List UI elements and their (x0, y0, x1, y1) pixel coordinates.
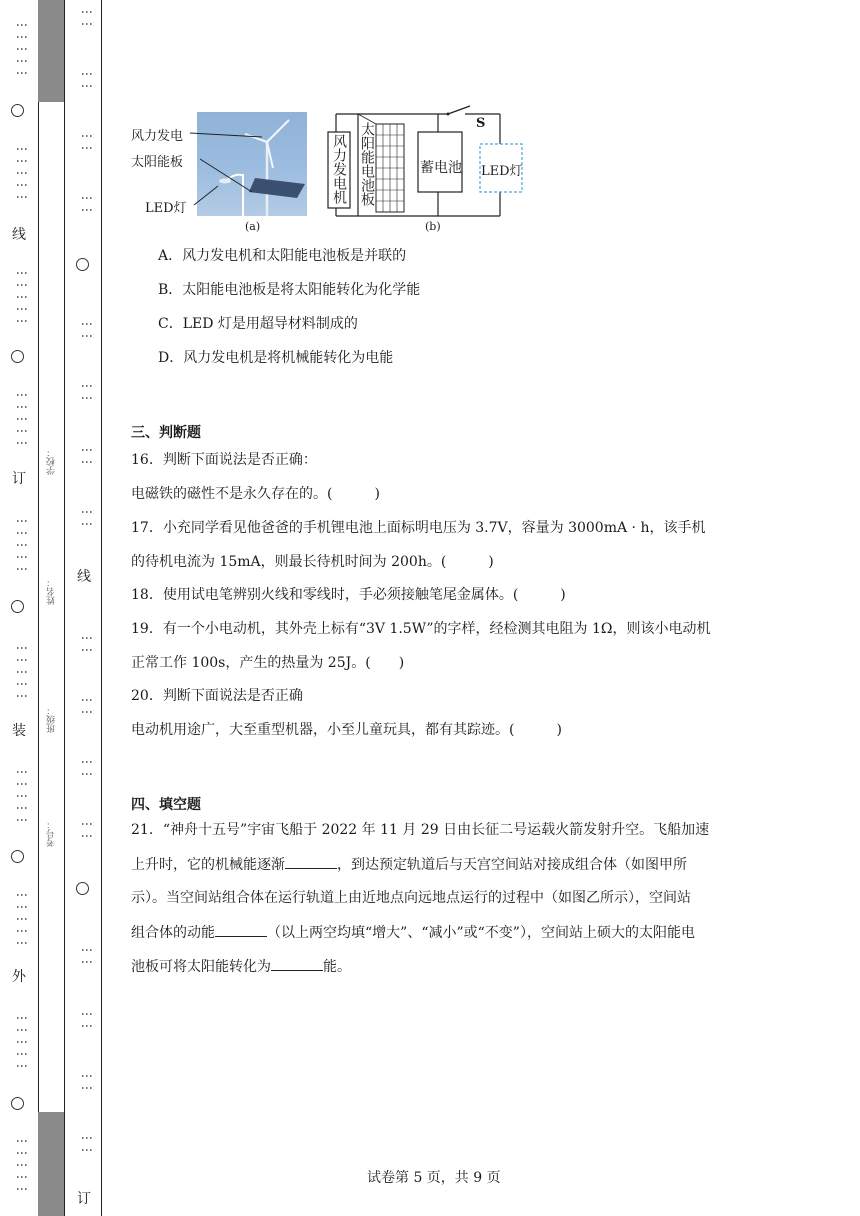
margin-char-xian: 线 (12, 227, 26, 243)
dotted-line: ⋮⋮ (80, 6, 94, 30)
dotted-line: ⋮⋮ (80, 1008, 94, 1032)
q21-line1: 21．“神舟十五号”宇宙飞船于 2022 年 11 月 29 日由长征二号运载火箭发射升空。飞船加速 (131, 822, 710, 838)
dotted-line: ⋮⋮⋮⋮⋮ (15, 766, 29, 826)
photo-label-wind: 风力发电 (131, 129, 184, 144)
caption-a: (a) (245, 220, 261, 233)
dotted-line: ⋮⋮ (80, 444, 94, 468)
margin-char-ding: 订 (12, 471, 26, 487)
inner-char-xian: 线 (77, 569, 91, 585)
page-footer: 试卷第 5 页，共 9 页 (367, 1170, 501, 1186)
q21-text: 能。 (323, 959, 351, 975)
answer-blank-1[interactable] (285, 854, 337, 869)
option-letter: D． (158, 350, 184, 366)
dotted-line: ⋮⋮ (80, 694, 94, 718)
margin-inner-border (64, 0, 65, 1216)
photo-label-led: LED灯 (145, 201, 187, 216)
inner-margin-column (76, 0, 92, 1216)
q21-text: 组合体的动能 (131, 925, 215, 941)
label-name: 姓名： (47, 578, 57, 605)
option-text: 风力发电机是将机械能转化为电能 (183, 350, 394, 366)
option-letter: B． (158, 282, 183, 298)
photo-leader-lines (190, 120, 280, 215)
option-c (158, 314, 358, 334)
q21-line5 (131, 956, 351, 977)
circuit-battery-label: 蓄电池 (420, 160, 462, 176)
option-d (158, 348, 393, 368)
section-4-title: 四、填空题 (131, 797, 201, 813)
dotted-line: ⋮⋮⋮⋮⋮ (15, 1012, 29, 1072)
dotted-line: ⋮⋮⋮⋮⋮ (15, 19, 29, 79)
q20-line2: 电动机用途广，大至重型机器，小至儿童玩具，都有其踪迹。( ) (131, 722, 562, 738)
circuit-led-label: LED灯 (481, 164, 523, 179)
margin-gray-bar-bottom (38, 1112, 64, 1216)
inner-char-ding: 订 (77, 1191, 91, 1207)
label-exam-no: 考号： (47, 820, 57, 847)
q18-line1: 18．使用试电笔辨别火线和零线时，手必须接触笔尾金属体。( ) (131, 587, 566, 603)
margin-border-left (38, 0, 39, 1216)
option-text: 太阳能电池板是将太阳能转化为化学能 (182, 282, 421, 298)
dotted-line: ⋮⋮ (80, 380, 94, 404)
binding-circle (11, 850, 24, 863)
q21-text: 上升时，它的机械能逐渐 (131, 857, 285, 873)
dotted-line: ⋮⋮⋮⋮⋮ (15, 1135, 29, 1195)
dotted-line: ⋮⋮ (80, 192, 94, 216)
q16-line2: 电磁铁的磁性不是永久存在的。( ) (131, 486, 380, 502)
option-text: 风力发电机和太阳能电池板是并联的 (182, 248, 407, 264)
dotted-line: ⋮⋮ (80, 130, 94, 154)
margin-char-zhuang: 装 (12, 723, 26, 739)
option-letter: A． (158, 248, 183, 264)
q19-line2: 正常工作 100s，产生的热量为 25J。( ) (131, 655, 405, 671)
answer-blank-2[interactable] (215, 922, 267, 937)
dotted-line: ⋮⋮ (80, 632, 94, 656)
dotted-line: ⋮⋮⋮⋮⋮ (15, 267, 29, 327)
margin-char-wai: 外 (12, 969, 26, 985)
q20-line1: 20．判断下面说法是否正确 (131, 688, 303, 704)
answer-blank-3[interactable] (271, 956, 323, 971)
circuit-solar-label: 太阳能电池板 (359, 122, 375, 206)
circuit-switch-label: S (476, 116, 486, 131)
option-b (158, 280, 420, 300)
dotted-line: ⋮⋮ (80, 1132, 94, 1156)
binding-circle (11, 1097, 24, 1110)
option-letter: C． (158, 316, 183, 332)
outer-margin-column (11, 0, 27, 1216)
q21-line2 (131, 854, 687, 875)
dotted-line: ⋮⋮ (80, 1070, 94, 1094)
option-a (158, 246, 406, 266)
dotted-line: ⋮⋮⋮⋮⋮ (15, 143, 29, 203)
photo-label-solar: 太阳能板 (131, 155, 184, 170)
dotted-line: ⋮⋮ (80, 68, 94, 92)
binding-circle (76, 258, 89, 271)
dotted-line: ⋮⋮⋮⋮⋮ (15, 389, 29, 449)
dotted-line: ⋮⋮ (80, 818, 94, 842)
q19-line1: 19．有一个小电动机，其外壳上标有“3V 1.5W”的字样，经检测其电阻为 1Ω，则该小电动机 (131, 621, 711, 637)
dotted-line: ⋮⋮ (80, 756, 94, 780)
q21-text: ，到达预定轨道后与天宫空间站对接成组合体（如图甲所 (337, 857, 687, 873)
q16-line1: 16．判断下面说法是否正确： (131, 452, 317, 468)
dotted-line: ⋮⋮⋮⋮⋮ (15, 515, 29, 575)
q21-line4 (131, 922, 695, 943)
binding-circle (76, 882, 89, 895)
q21-text: （以上两空均填“增大”、“减小”或“不变”），空间站上硕大的太阳能电 (267, 925, 695, 941)
q17-line1: 17．小充同学看见他爸爸的手机锂电池上面标明电压为 3.7V，容量为 3000mA · h，该手机 (131, 520, 706, 536)
margin-border-right (101, 0, 102, 1216)
circuit-wind-label: 风力发电机 (331, 134, 347, 204)
dotted-line: ⋮⋮ (80, 506, 94, 530)
dotted-line: ⋮⋮ (80, 944, 94, 968)
dotted-line: ⋮⋮ (80, 318, 94, 342)
section-3-title: 三、判断题 (131, 425, 201, 441)
q17-line2: 的待机电流为 15mA，则最长待机时间为 200h。( ) (131, 554, 494, 570)
caption-b: (b) (425, 220, 441, 233)
option-text: LED 灯是用超导材料制成的 (182, 316, 358, 332)
binding-circle (11, 600, 24, 613)
q21-line3: 示）。当空间站组合体在运行轨道上由近地点向远地点运行的过程中（如图乙所示），空间站 (131, 890, 691, 906)
label-class: 班级： (47, 706, 57, 733)
dotted-line: ⋮⋮⋮⋮⋮ (15, 889, 29, 949)
q21-text: 池板可将太阳能转化为 (131, 959, 271, 975)
dotted-line: ⋮⋮⋮⋮⋮ (15, 642, 29, 702)
binding-circle (11, 104, 24, 117)
margin-gray-bar-top (38, 0, 64, 102)
label-school: 学校： (47, 448, 57, 475)
binding-circle (11, 350, 24, 363)
